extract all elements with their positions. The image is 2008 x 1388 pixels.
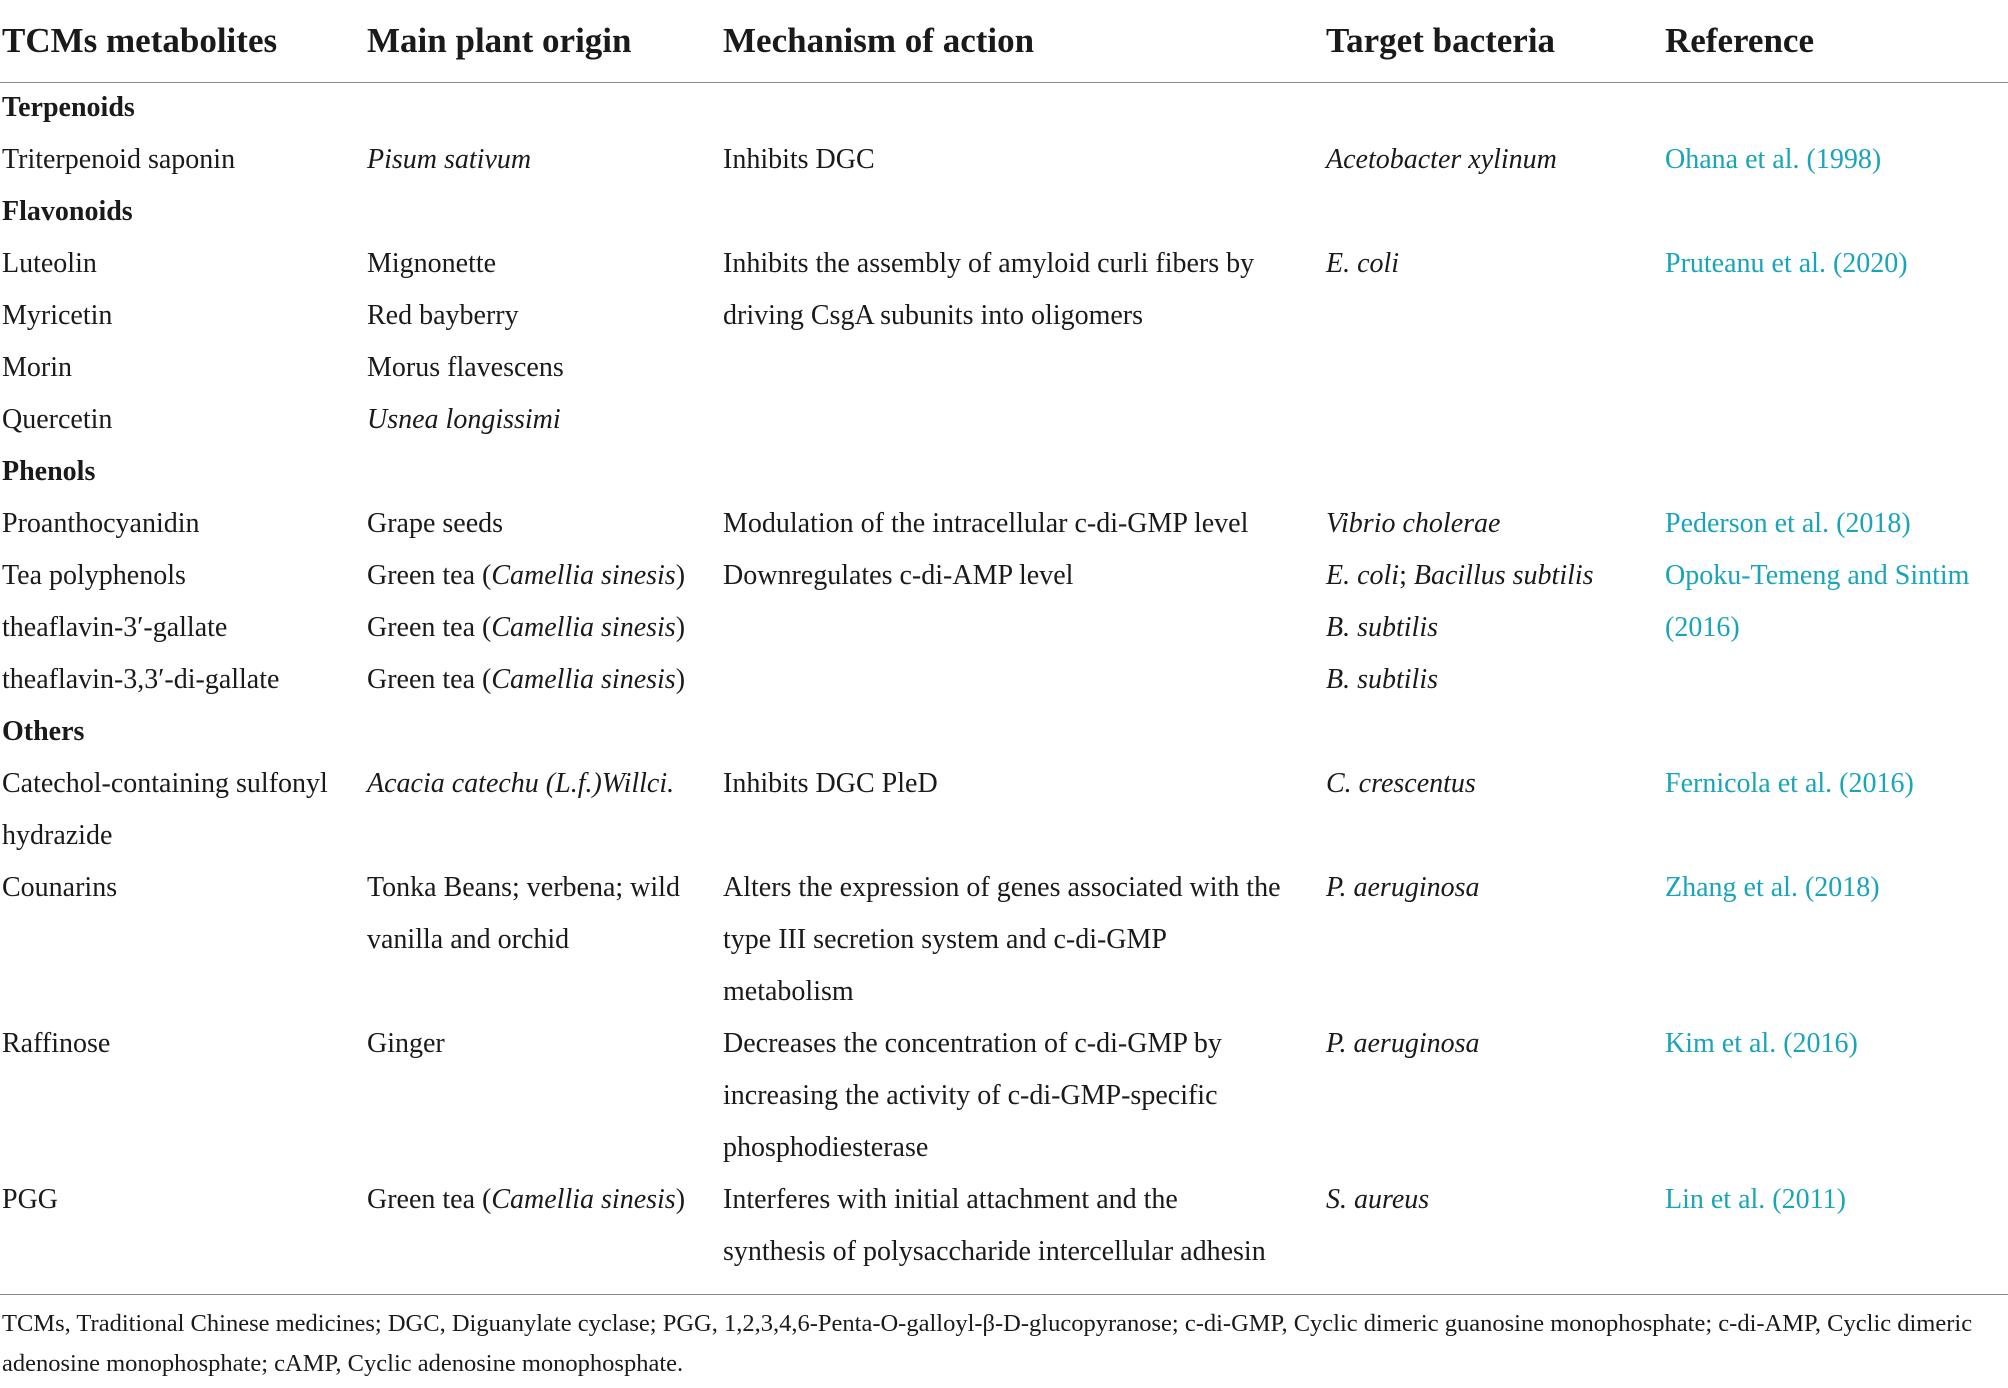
italic-text: B. subtilis bbox=[1326, 664, 1439, 695]
cell-text: theaflavin-3,3′-di-gallate bbox=[2, 664, 280, 695]
cell-target-bacteria bbox=[1326, 1180, 1429, 1220]
cell-text: Proanthocyanidin bbox=[2, 508, 200, 539]
italic-text: Camellia sinesis bbox=[491, 560, 676, 591]
cell-mechanism bbox=[723, 1076, 1218, 1116]
cell-text: Ginger bbox=[367, 1028, 445, 1059]
cell-text: increasing the activity of c-di-GMP-specific bbox=[723, 1080, 1218, 1111]
section-heading: Others bbox=[2, 716, 85, 747]
cell-metabolite bbox=[2, 816, 112, 856]
cell-mechanism bbox=[723, 1180, 1178, 1220]
italic-text: Usnea longissimi bbox=[367, 404, 561, 435]
italic-text: C. crescentus bbox=[1326, 768, 1476, 799]
reference-link[interactable] bbox=[1665, 244, 1908, 284]
italic-text: Camellia sinesis bbox=[491, 612, 676, 643]
cell-plant-origin bbox=[367, 244, 496, 284]
section-heading: Phenols bbox=[2, 456, 96, 487]
cell-metabolite bbox=[2, 608, 227, 648]
cell-text: Inhibits DGC PleD bbox=[723, 768, 938, 799]
cell-target-bacteria bbox=[1326, 608, 1438, 648]
column-header-target-bacteria: Target bacteria bbox=[1326, 21, 1556, 60]
cell-metabolite bbox=[2, 1180, 58, 1220]
italic-text: Acacia catechu (L.f.)Willci. bbox=[367, 768, 675, 799]
cell-mechanism bbox=[723, 764, 938, 804]
footer-rule bbox=[0, 1294, 2008, 1295]
cell-mechanism bbox=[723, 140, 875, 180]
cell-metabolite bbox=[2, 504, 200, 544]
cell-metabolite bbox=[2, 296, 112, 336]
section-heading: Terpenoids bbox=[2, 92, 135, 123]
cell-mechanism bbox=[723, 1128, 928, 1168]
cell-text: ) bbox=[675, 560, 686, 591]
cell-metabolite bbox=[2, 400, 112, 440]
cell-text: Mignonette bbox=[367, 248, 497, 279]
cell-metabolite bbox=[2, 244, 97, 284]
cell-text: ) bbox=[675, 612, 686, 643]
reference-link[interactable] bbox=[1665, 868, 1880, 908]
cell-text: metabolism bbox=[723, 976, 854, 1007]
cell-text: Tea polyphenols bbox=[2, 560, 186, 591]
reference-link[interactable] bbox=[1665, 764, 1914, 804]
reference-link[interactable] bbox=[1665, 140, 1881, 180]
cell-text: type III secretion system and c-di-GMP bbox=[723, 924, 1167, 955]
cell-plant-origin bbox=[367, 868, 680, 908]
reference-text[interactable]: Zhang et al. (2018) bbox=[1665, 872, 1880, 903]
cell-text: Inhibits DGC bbox=[723, 144, 875, 175]
column-header-plant-origin: Main plant origin bbox=[367, 21, 632, 60]
cell-text: Interferes with initial attachment and the bbox=[723, 1184, 1178, 1215]
reference-link[interactable] bbox=[1665, 556, 1969, 596]
cell-mechanism bbox=[723, 868, 1281, 908]
italic-text: E. coli bbox=[1326, 560, 1400, 591]
cell-mechanism bbox=[723, 504, 1248, 544]
reference-text[interactable]: Pederson et al. (2018) bbox=[1665, 508, 1911, 539]
italic-text: Bacillus subtilis bbox=[1413, 560, 1594, 591]
reference-text[interactable]: Fernicola et al. (2016) bbox=[1665, 768, 1914, 799]
cell-target-bacteria bbox=[1326, 868, 1480, 908]
italic-text: Camellia sinesis bbox=[491, 664, 676, 695]
cell-text: Morin bbox=[2, 352, 72, 383]
cell-text: ) bbox=[675, 1184, 686, 1215]
cell-text: driving CsgA subunits into oligomers bbox=[723, 300, 1144, 331]
italic-text: S. aureus bbox=[1326, 1184, 1430, 1215]
italic-text: B. subtilis bbox=[1326, 612, 1439, 643]
cell-text: Tonka Beans; verbena; wild bbox=[367, 872, 680, 903]
cell-text: Triterpenoid saponin bbox=[2, 144, 236, 175]
cell-plant-origin bbox=[367, 660, 685, 700]
reference-link[interactable] bbox=[1665, 1024, 1858, 1064]
cell-text: PGG bbox=[2, 1184, 59, 1215]
cell-target-bacteria bbox=[1326, 1024, 1480, 1064]
cell-text: Grape seeds bbox=[367, 508, 504, 539]
cell-text: Myricetin bbox=[2, 300, 113, 331]
cell-mechanism bbox=[723, 296, 1143, 336]
cell-text: Green tea ( bbox=[367, 560, 492, 591]
cell-target-bacteria bbox=[1326, 504, 1500, 544]
cell-target-bacteria bbox=[1326, 660, 1438, 700]
reference-link[interactable] bbox=[1665, 504, 1911, 544]
cell-text: Green tea ( bbox=[367, 1184, 492, 1215]
cell-target-bacteria bbox=[1326, 140, 1557, 180]
column-header-metabolites: TCMs metabolites bbox=[2, 21, 278, 60]
table-footnote: TCMs, Traditional Chinese medicines; DGC, Diguanylate cyclase; PGG, 1,2,3,4,6-Penta-O-galloyl-β-D-glucopyranose; c-di-GMP, Cyclic dimeric guanosine monophosphate; c-di-AMP, Cyclic dimeric adenosine monophosphate; cAMP, Cyclic adenosine monophosphate. bbox=[2, 1310, 1973, 1377]
cell-plant-origin bbox=[367, 348, 564, 388]
cell-mechanism bbox=[723, 1024, 1222, 1064]
cell-text: synthesis of polysaccharide intercellular adhesin bbox=[723, 1236, 1266, 1267]
cell-text: Catechol-containing sulfonyl bbox=[2, 768, 328, 799]
cell-plant-origin bbox=[367, 504, 503, 544]
cell-text: Green tea ( bbox=[367, 612, 492, 643]
cell-plant-origin bbox=[367, 764, 674, 804]
reference-text[interactable]: Kim et al. (2016) bbox=[1665, 1028, 1858, 1059]
italic-text: Camellia sinesis bbox=[491, 1184, 676, 1215]
cell-target-bacteria bbox=[1326, 556, 1594, 596]
cell-plant-origin bbox=[367, 1180, 685, 1220]
italic-text: E. coli bbox=[1326, 248, 1400, 279]
cell-text: Inhibits the assembly of amyloid curli fibers by bbox=[723, 248, 1255, 279]
italic-text: Vibrio cholerae bbox=[1326, 508, 1501, 539]
cell-metabolite bbox=[2, 556, 186, 596]
column-header-mechanism: Mechanism of action bbox=[723, 21, 1035, 60]
cell-metabolite bbox=[2, 660, 279, 700]
cell-text: ; bbox=[1399, 560, 1414, 591]
cell-mechanism bbox=[723, 244, 1254, 284]
cell-metabolite bbox=[2, 1024, 110, 1064]
cell-mechanism bbox=[723, 556, 1073, 596]
cell-metabolite bbox=[2, 140, 235, 180]
cell-target-bacteria bbox=[1326, 764, 1476, 804]
cell-text: hydrazide bbox=[2, 820, 113, 851]
cell-plant-origin bbox=[367, 608, 685, 648]
italic-text: P. aeruginosa bbox=[1326, 1028, 1480, 1059]
cell-plant-origin bbox=[367, 556, 685, 596]
italic-text: Pisum sativum bbox=[367, 144, 532, 175]
cell-text: Decreases the concentration of c-di-GMP by bbox=[723, 1028, 1222, 1059]
cell-text: Raffinose bbox=[2, 1028, 111, 1059]
reference-text[interactable]: Lin et al. (2011) bbox=[1665, 1184, 1846, 1215]
cell-target-bacteria bbox=[1326, 244, 1399, 284]
cell-plant-origin bbox=[367, 1024, 445, 1064]
reference-link[interactable] bbox=[1665, 608, 1740, 648]
cell-metabolite bbox=[2, 764, 328, 804]
cell-mechanism bbox=[723, 1232, 1266, 1272]
header-rule bbox=[0, 82, 2008, 83]
cell-text: ) bbox=[675, 664, 686, 695]
cell-text: Morus flavescens bbox=[367, 352, 564, 383]
cell-text: Downregulates c-di-AMP level bbox=[723, 560, 1074, 591]
cell-mechanism bbox=[723, 920, 1167, 960]
cell-text: theaflavin-3′-gallate bbox=[2, 612, 228, 643]
cell-text: Modulation of the intracellular c-di-GMP level bbox=[723, 508, 1249, 539]
cell-text: Luteolin bbox=[2, 248, 97, 279]
reference-text[interactable]: (2016) bbox=[1665, 612, 1740, 643]
column-header-reference: Reference bbox=[1665, 21, 1814, 60]
cell-plant-origin bbox=[367, 296, 519, 336]
cell-metabolite bbox=[2, 348, 72, 388]
reference-link[interactable] bbox=[1665, 1180, 1846, 1220]
section-heading: Flavonoids bbox=[2, 196, 133, 227]
cell-text: Quercetin bbox=[2, 404, 113, 435]
cell-plant-origin bbox=[367, 140, 531, 180]
cell-text: Counarins bbox=[2, 872, 118, 903]
cell-text: Green tea ( bbox=[367, 664, 492, 695]
cell-text: Red bayberry bbox=[367, 300, 519, 331]
reference-text[interactable]: Pruteanu et al. (2020) bbox=[1665, 248, 1908, 279]
cell-text: phosphodiesterase bbox=[723, 1132, 929, 1163]
cell-metabolite bbox=[2, 868, 117, 908]
cell-mechanism bbox=[723, 972, 854, 1012]
cell-text: Alters the expression of genes associated with the bbox=[723, 872, 1281, 903]
cell-plant-origin bbox=[367, 920, 569, 960]
italic-text: P. aeruginosa bbox=[1326, 872, 1480, 903]
cell-text: vanilla and orchid bbox=[367, 924, 570, 955]
italic-text: Acetobacter xylinum bbox=[1326, 144, 1557, 175]
reference-text[interactable]: Opoku-Temeng and Sintim bbox=[1665, 560, 1970, 591]
reference-text[interactable]: Ohana et al. (1998) bbox=[1665, 144, 1882, 175]
cell-plant-origin bbox=[367, 400, 561, 440]
